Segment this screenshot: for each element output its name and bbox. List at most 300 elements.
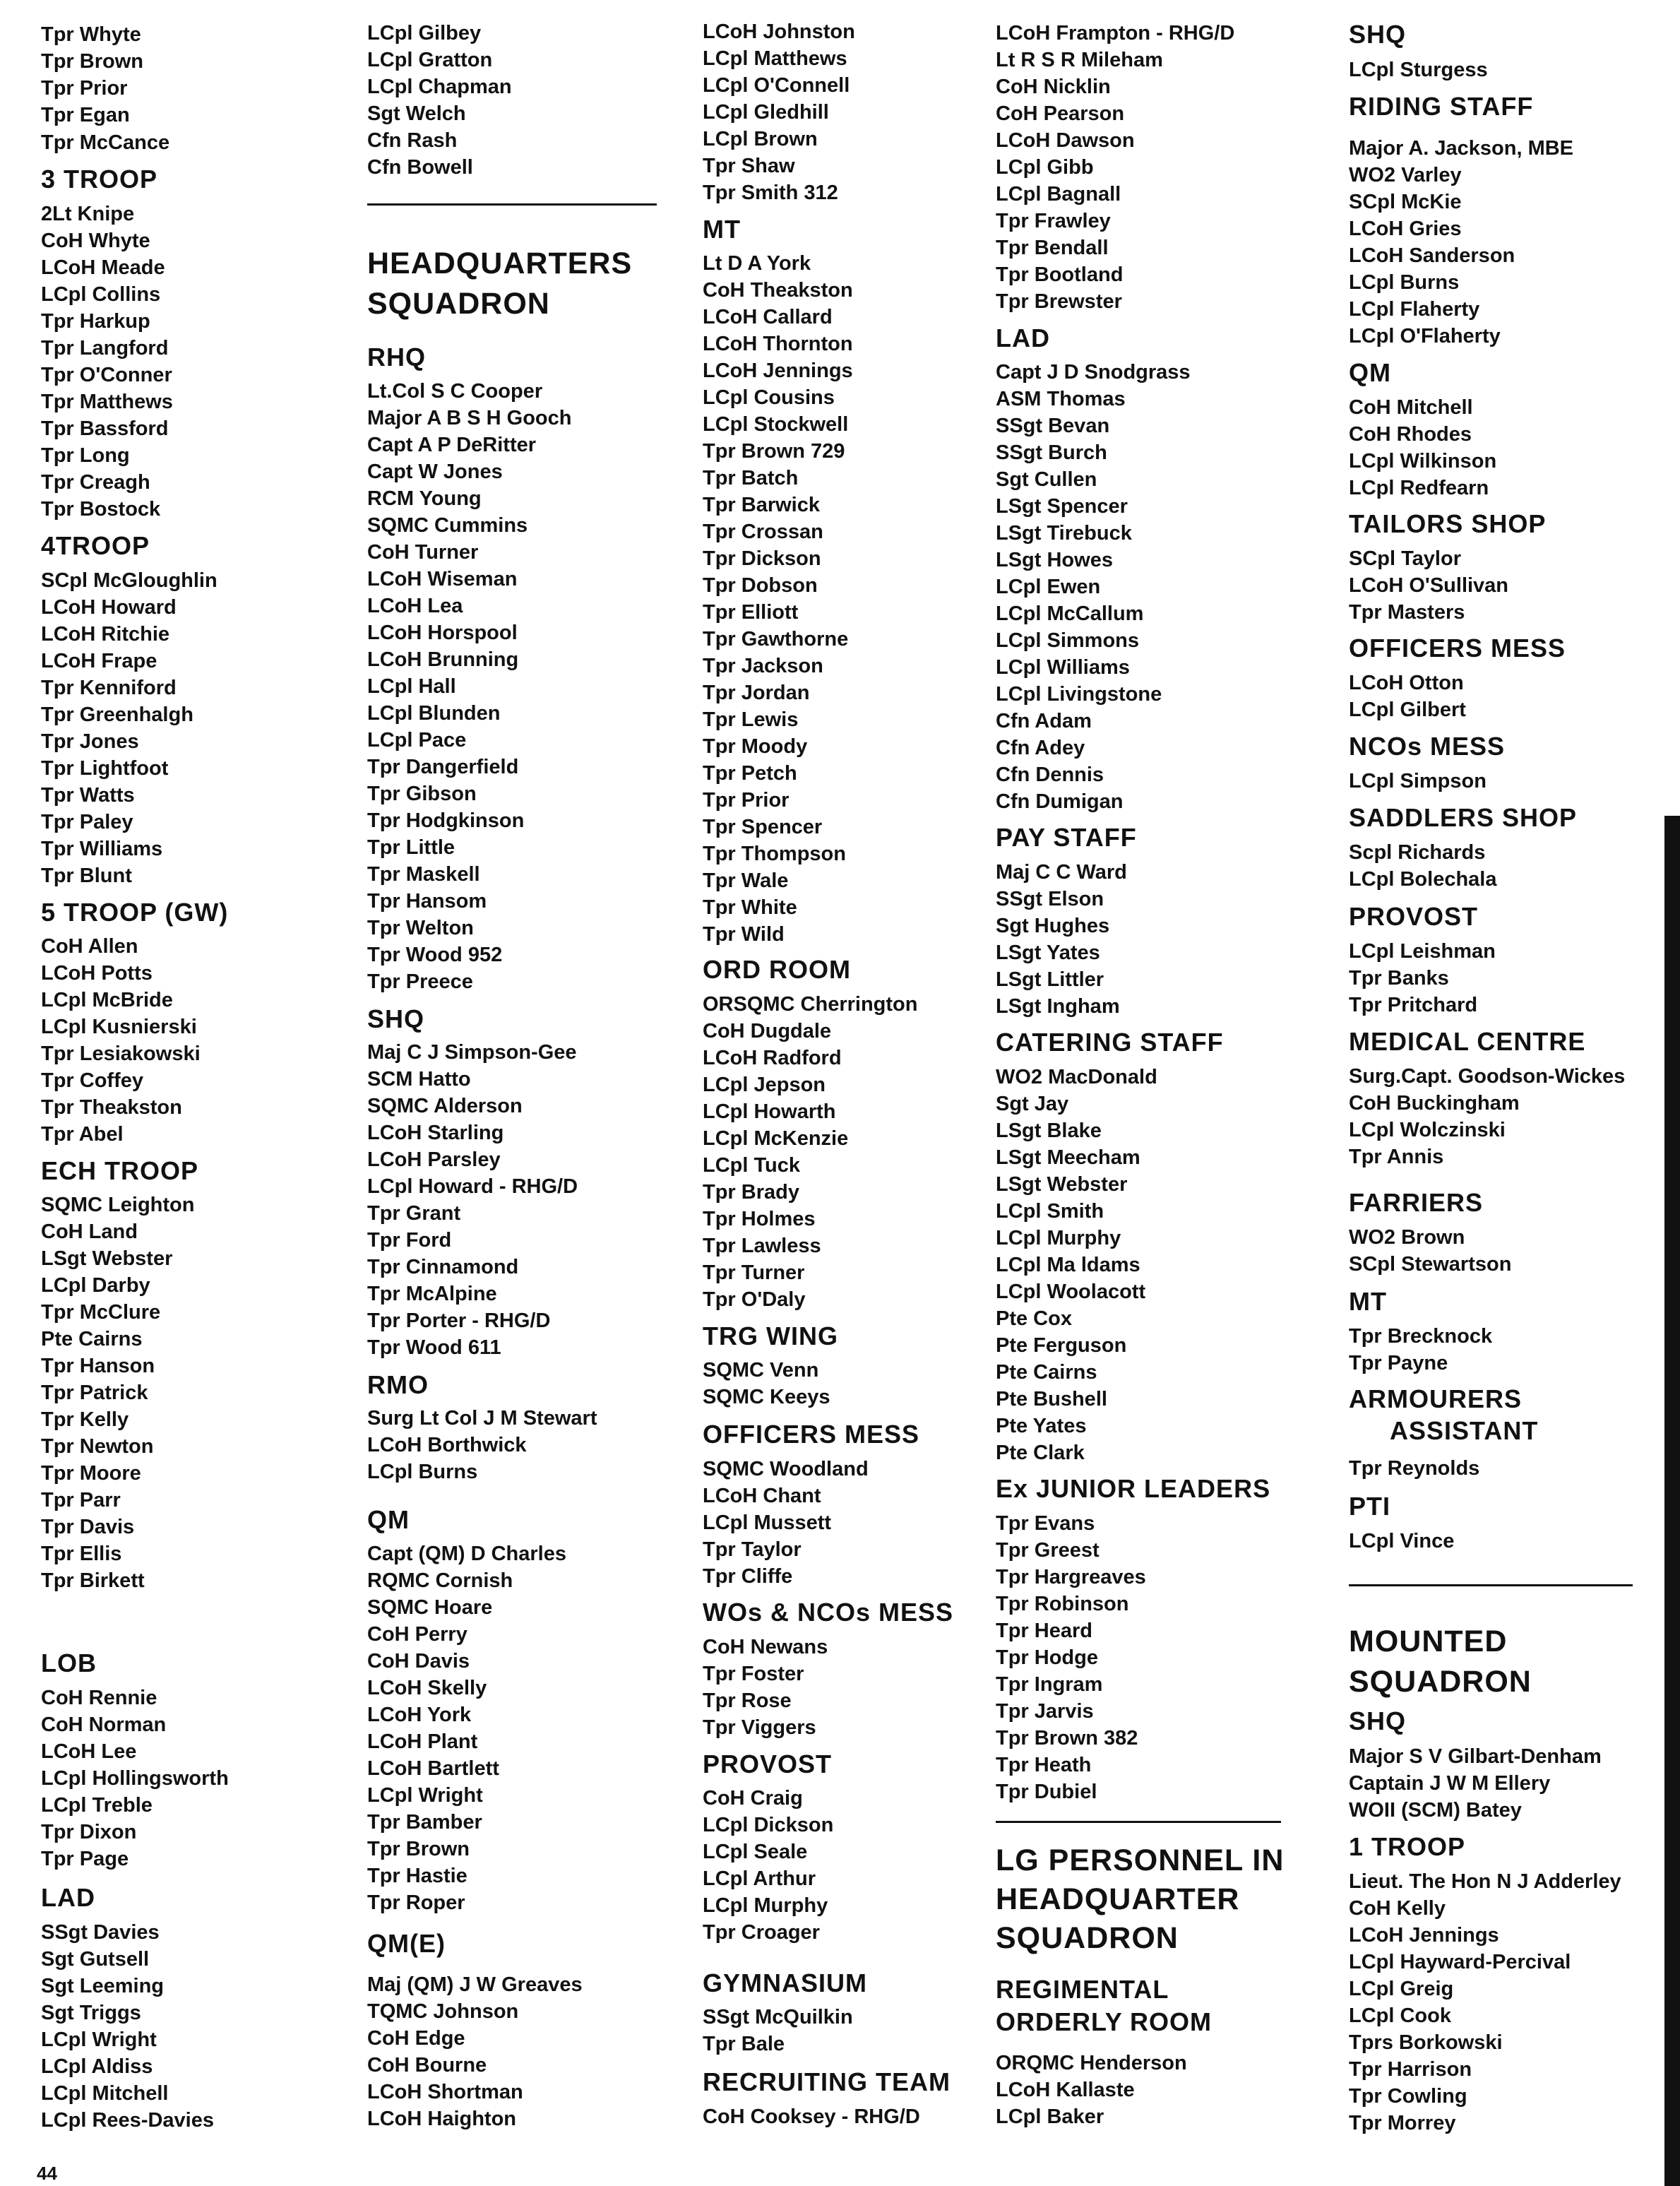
roster-entry: Tpr Parr [41, 1489, 121, 1511]
roster-entry: Tpr Davis [41, 1516, 135, 1538]
roster-entry: CoH Perry [367, 1623, 467, 1646]
roster-entry: Major A. Jackson, MBE [1349, 137, 1574, 160]
roster-entry: SSgt Burch [996, 441, 1107, 464]
roster-entry: SQMC Keeys [703, 1386, 830, 1408]
section-heading: ORD ROOM [703, 955, 851, 984]
roster-entry: Tpr Brewster [996, 290, 1122, 313]
roster-entry: LCpl Mussett [703, 1511, 832, 1534]
roster-entry: LCpl Ma ldams [996, 1254, 1140, 1276]
roster-entry: LCpl Pace [367, 729, 467, 752]
section-heading: PROVOST [703, 1750, 833, 1778]
roster-entry: Cfn Bowell [367, 156, 473, 179]
roster-entry: Tpr Taylor [703, 1538, 802, 1561]
roster-entry: LCpl Wilkinson [1349, 450, 1497, 473]
roster-entry: LCpl Jepson [703, 1074, 826, 1096]
roster-entry: Tpr Barwick [703, 494, 820, 516]
roster-entry: CoH Theakston [703, 279, 853, 302]
roster-entry: LCoH Otton [1349, 672, 1464, 694]
section-heading: QM [367, 1505, 410, 1534]
roster-entry: CoH Rennie [41, 1687, 157, 1709]
roster-entry: LCoH Chant [703, 1485, 821, 1507]
roster-entry: Tpr Lawless [703, 1235, 821, 1257]
section-heading: WOs & NCOs MESS [703, 1598, 954, 1627]
roster-entry: Tpr Grant [367, 1202, 461, 1225]
roster-entry: LCpl Wright [41, 2028, 157, 2051]
section-heading: 1 TROOP [1349, 1832, 1466, 1861]
roster-entry: LSgt Blake [996, 1119, 1102, 1142]
roster-entry: SQMC Cummins [367, 514, 528, 537]
section-heading: MEDICAL CENTRE [1349, 1027, 1586, 1056]
roster-entry: Tpr Heard [996, 1620, 1092, 1642]
roster-entry: Tpr Evans [996, 1512, 1095, 1535]
roster-entry: LCoH Ritchie [41, 623, 170, 646]
roster-entry: Tpr Brown 382 [996, 1727, 1138, 1750]
section-heading: SADDLERS SHOP [1349, 803, 1578, 832]
roster-entry: LCpl Burns [1349, 271, 1460, 294]
roster-entry: LCpl Murphy [703, 1894, 828, 1917]
roster-entry: LSgt Ingham [996, 995, 1120, 1018]
roster-entry: Tpr Crossan [703, 521, 823, 543]
roster-entry: Tpr Lewis [703, 708, 799, 731]
roster-entry: LCoH Borthwick [367, 1434, 527, 1456]
roster-entry: CoH Newans [703, 1636, 828, 1658]
roster-entry: CoH Land [41, 1220, 138, 1243]
roster-entry: Tpr Whyte [41, 23, 141, 46]
roster-entry: ORSQMC Cherrington [703, 993, 918, 1016]
roster-entry: Tpr Payne [1349, 1352, 1448, 1374]
roster-entry: Scpl Richards [1349, 841, 1486, 864]
roster-entry: Tpr Batch [703, 467, 799, 489]
roster-entry: Tpr Hansom [367, 890, 487, 913]
roster-entry: Tpr Morrey [1349, 2112, 1456, 2134]
roster-entry: LCpl Arthur [703, 1867, 816, 1890]
section-heading: SHQ [1349, 1706, 1407, 1735]
roster-entry: Tpr Williams [41, 838, 163, 860]
roster-entry: LCpl Cousins [703, 386, 835, 409]
roster-entry: Tpr Cliffe [703, 1565, 793, 1588]
roster-entry: CoH Whyte [41, 230, 150, 252]
roster-entry: LCpl Cook [1349, 2004, 1451, 2027]
roster-entry: Cfn Rash [367, 129, 458, 152]
section-heading: OFFICERS MESS [703, 1420, 920, 1449]
roster-entry: Tpr Gawthorne [703, 628, 849, 651]
section-heading: 4TROOP [41, 531, 150, 560]
roster-entry: Tpr O'Conner [41, 364, 172, 386]
roster-entry: LSgt Howes [996, 549, 1113, 571]
roster-entry: CoH Davis [367, 1650, 470, 1673]
roster-entry: Tpr Blunt [41, 865, 132, 887]
roster-entry: Tpr Preece [367, 970, 473, 993]
roster-entry: Tpr Dixon [41, 1821, 137, 1843]
roster-entry: LCoH Shortman [367, 2081, 523, 2103]
roster-entry: LCpl Burns [367, 1461, 478, 1483]
roster-entry: Tpr Moore [41, 1462, 141, 1485]
roster-entry: LCpl Howarth [703, 1100, 836, 1123]
roster-entry: SCpl McKie [1349, 191, 1462, 213]
roster-entry: Tpr Petch [703, 762, 797, 785]
roster-entry: Tpr Masters [1349, 601, 1465, 624]
roster-entry: SQMC Leighton [41, 1194, 195, 1216]
roster-entry: CoH Dugdale [703, 1020, 832, 1042]
roster-entry: LCpl Gibb [996, 156, 1094, 179]
roster-entry: SCpl McGloughlin [41, 569, 218, 592]
roster-entry: Lt.Col S C Cooper [367, 380, 543, 403]
roster-entry: Tpr Rose [703, 1689, 792, 1712]
roster-entry: LSgt Littler [996, 968, 1104, 991]
roster-entry: LCpl Bagnall [996, 183, 1121, 206]
roster-entry: CoH Edge [367, 2027, 465, 2050]
roster-entry: LCpl Williams [996, 656, 1130, 679]
roster-entry: LCpl Seale [703, 1841, 808, 1863]
roster-entry: Tpr Thompson [703, 843, 846, 865]
section-heading: ORDERLY ROOM [996, 2007, 1213, 2036]
roster-entry: LCoH Radford [703, 1047, 842, 1069]
roster-entry: Tpr Kenniford [41, 677, 177, 699]
roster-entry: CoH Kelly [1349, 1897, 1446, 1920]
roster-entry: WO2 Varley [1349, 164, 1462, 186]
roster-entry: LCoH Johnston [703, 20, 855, 43]
roster-entry: Tpr Little [367, 836, 455, 859]
squadron-title: SQUADRON [1349, 1665, 1532, 1699]
squadron-title: HEADQUARTER [996, 1882, 1240, 1916]
section-heading: REGIMENTAL [996, 1975, 1169, 2004]
roster-entry: LCpl Bolechala [1349, 868, 1497, 891]
roster-entry: Tpr Frawley [996, 210, 1111, 232]
roster-entry: LCoH Bartlett [367, 1757, 499, 1780]
section-heading: Ex JUNIOR LEADERS [996, 1474, 1271, 1503]
section-heading: NCOs MESS [1349, 732, 1506, 761]
roster-entry: Tpr Wale [703, 869, 789, 892]
roster-entry: Maj C C Ward [996, 861, 1127, 884]
roster-entry: LCpl Murphy [996, 1227, 1121, 1249]
roster-entry: LCpl Wolczinski [1349, 1119, 1506, 1141]
roster-entry: LCpl Leishman [1349, 940, 1496, 963]
roster-entry: Tpr Bamber [367, 1811, 482, 1834]
roster-entry: Tpr Bendall [996, 237, 1109, 259]
roster-entry: Cfn Adam [996, 710, 1092, 732]
section-heading: 5 TROOP (GW) [41, 898, 229, 927]
roster-entry: Tpr Langford [41, 337, 169, 360]
roster-entry: WO2 Brown [1349, 1226, 1465, 1249]
roster-entry: LSgt Spencer [996, 495, 1128, 518]
roster-entry: Tpr White [703, 896, 797, 919]
roster-entry: SQMC Hoare [367, 1596, 493, 1619]
roster-entry: Sgt Gutsell [41, 1948, 150, 1971]
roster-entry: Tpr Greest [996, 1539, 1100, 1562]
page-number: 44 [37, 2163, 57, 2184]
roster-entry: Tpr Hastie [367, 1865, 467, 1887]
roster-entry: Tpr Abel [41, 1123, 124, 1146]
roster-entry: SCM Hatto [367, 1068, 471, 1091]
roster-entry: LCoH Callard [703, 306, 833, 328]
roster-entry: Maj C J Simpson-Gee [367, 1041, 577, 1064]
roster-entry: Tpr Cinnamond [367, 1256, 519, 1278]
roster-entry: LCpl Blunden [367, 702, 501, 725]
roster-entry: Tpr Newton [41, 1435, 154, 1458]
roster-entry: ORQMC Henderson [996, 2052, 1187, 2074]
roster-entry: LCpl Gilbey [367, 22, 482, 44]
roster-entry: Lieut. The Hon N J Adderley [1349, 1870, 1621, 1893]
roster-entry: LCoH Wiseman [367, 568, 518, 590]
section-heading: QM(E) [367, 1929, 446, 1958]
roster-entry: Tpr Page [41, 1848, 129, 1870]
roster-entry: LCpl Simpson [1349, 770, 1487, 792]
section-heading: PAY STAFF [996, 823, 1137, 852]
roster-entry: LCpl Woolacott [996, 1281, 1146, 1303]
roster-entry: LCoH Parsley [367, 1148, 501, 1171]
roster-entry: Tpr Prior [41, 77, 128, 100]
roster-entry: Tpr Spencer [703, 816, 823, 838]
roster-entry: Capt W Jones [367, 461, 503, 483]
roster-entry: RQMC Cornish [367, 1569, 513, 1592]
roster-entry: 2Lt Knipe [41, 203, 135, 225]
roster-entry: SQMC Venn [703, 1359, 819, 1382]
roster-entry: Tpr Robinson [996, 1593, 1129, 1615]
roster-entry: Pte Yates [996, 1415, 1087, 1437]
section-heading: CATERING STAFF [996, 1028, 1224, 1057]
roster-entry: SSgt Bevan [996, 415, 1110, 437]
roster-entry: LCoH Skelly [367, 1677, 487, 1699]
roster-entry: LCpl Hall [367, 675, 456, 698]
roster-entry: LCpl Vince [1349, 1530, 1455, 1552]
roster-entry: Capt J D Snodgrass [996, 361, 1191, 384]
roster-entry: Pte Cairns [996, 1361, 1097, 1384]
roster-entry: LCpl Treble [41, 1794, 153, 1817]
section-heading: TRG WING [703, 1321, 838, 1350]
section-heading: TAILORS SHOP [1349, 509, 1547, 538]
roster-entry: LCpl Sturgess [1349, 59, 1488, 81]
section-heading: PROVOST [1349, 902, 1479, 931]
roster-entry: LCpl Wright [367, 1784, 483, 1807]
roster-entry: Tpr Coffey [41, 1069, 143, 1092]
roster-entry: Tpr Wood 952 [367, 944, 503, 966]
roster-entry: LCoH Frampton - RHG/D [996, 22, 1235, 44]
roster-entry: Lt R S R Mileham [996, 49, 1163, 71]
roster-entry: CoH Rhodes [1349, 423, 1472, 446]
roster-entry: Tpr Shaw [703, 155, 795, 177]
roster-entry: Tpr O'Daly [703, 1288, 806, 1311]
section-heading: RECRUITING TEAM [703, 2067, 951, 2096]
roster-entry: Tpr Wood 611 [367, 1336, 501, 1359]
roster-entry: LCpl Collins [41, 283, 161, 306]
section-heading: GYMNASIUM [703, 1968, 867, 1997]
roster-entry: Tpr Kelly [41, 1408, 129, 1431]
roster-entry: LCpl Brown [703, 128, 818, 150]
section-heading: SHQ [1349, 20, 1407, 49]
section-heading: RHQ [367, 343, 426, 372]
squadron-title: SQUADRON [996, 1921, 1179, 1955]
roster-entry: Sgt Triggs [41, 2002, 141, 2024]
roster-entry: Capt (QM) D Charles [367, 1543, 566, 1565]
roster-entry: Tpr Wild [703, 923, 785, 946]
roster-entry: LCoH Starling [367, 1122, 504, 1144]
roster-entry: LSgt Meecham [996, 1146, 1140, 1169]
roster-entry: TQMC Johnson [367, 2000, 519, 2023]
roster-entry: Tpr Birkett [41, 1569, 145, 1592]
roster-entry: Sgt Hughes [996, 915, 1110, 937]
roster-entry: Sgt Leeming [41, 1975, 165, 1997]
section-heading: ARMOURERS [1349, 1384, 1523, 1413]
roster-entry: Tpr Dubiel [996, 1781, 1097, 1803]
roster-entry: Tpr Lightfoot [41, 757, 169, 780]
section-heading: RMO [367, 1370, 429, 1399]
roster-entry: SCpl Taylor [1349, 547, 1461, 570]
roster-entry: Tpr Brady [703, 1181, 799, 1204]
roster-entry: CoH Allen [41, 935, 138, 958]
squadron-title: SQUADRON [367, 287, 550, 321]
roster-entry: LCoH O'Sullivan [1349, 574, 1509, 597]
roster-entry: LCpl Simmons [996, 629, 1140, 652]
roster-entry: Tpr Bale [703, 2033, 785, 2055]
roster-entry: LCpl Greig [1349, 1978, 1454, 2000]
roster-entry: Surg.Capt. Goodson-Wickes [1349, 1065, 1626, 1088]
roster-entry: LCoH Lea [367, 595, 463, 617]
roster-entry: Tpr Porter - RHG/D [367, 1309, 551, 1332]
roster-entry: LCoH Meade [41, 256, 165, 279]
roster-entry: Captain J W M Ellery [1349, 1772, 1551, 1795]
section-divider [1349, 1584, 1633, 1586]
roster-entry: Tpr Harkup [41, 310, 150, 333]
roster-entry: Tpr Bostock [41, 498, 161, 521]
roster-entry: LCoH Gries [1349, 218, 1462, 240]
roster-entry: Tpr Brecknock [1349, 1325, 1493, 1348]
roster-entry: Pte Clark [996, 1442, 1085, 1464]
roster-entry: LSgt Tirebuck [996, 522, 1132, 545]
roster-entry: Tpr Elliott [703, 601, 799, 624]
roster-entry: SSgt McQuilkin [703, 2006, 853, 2028]
roster-entry: SQMC Woodland [703, 1458, 869, 1480]
roster-entry: Tpr Ingram [996, 1673, 1103, 1696]
roster-entry: LCoH Sanderson [1349, 244, 1515, 267]
roster-entry: LCoH Frape [41, 650, 157, 672]
squadron-title: MOUNTED [1349, 1624, 1508, 1658]
roster-entry: Tpr Turner [703, 1261, 805, 1284]
roster-entry: Tpr Croager [703, 1921, 820, 1944]
roster-entry: Tpr Smith 312 [703, 182, 838, 204]
roster-entry: Maj (QM) J W Greaves [367, 1973, 583, 1996]
section-heading: MT [1349, 1287, 1387, 1316]
roster-entry: Tpr McAlpine [367, 1283, 497, 1305]
roster-entry: LCpl Smith [996, 1200, 1104, 1223]
section-heading: QM [1349, 358, 1391, 387]
roster-entry: LCpl Kusnierski [41, 1016, 197, 1038]
section-heading: LAD [41, 1883, 95, 1912]
roster-entry: CoH Bourne [367, 2054, 487, 2077]
roster-entry: LSgt Yates [996, 941, 1100, 964]
roster-entry: LCpl Gratton [367, 49, 493, 71]
roster-entry: Tpr Hanson [41, 1355, 155, 1377]
roster-entry: Tpr Brown [41, 50, 143, 73]
roster-entry: LCpl Gilbert [1349, 699, 1466, 721]
roster-entry: LCoH Brunning [367, 648, 519, 671]
roster-entry: LCpl Hollingsworth [41, 1767, 229, 1790]
roster-entry: Tpr Annis [1349, 1146, 1444, 1168]
roster-entry: Pte Cairns [41, 1328, 143, 1350]
roster-entry: SSgt Davies [41, 1921, 160, 1944]
roster-entry: LCpl Redfearn [1349, 477, 1489, 499]
roster-entry: LCpl Darby [41, 1274, 150, 1297]
roster-entry: CoH Cooksey - RHG/D [703, 2105, 920, 2128]
roster-entry: Lt D A York [703, 252, 811, 275]
roster-entry: SSgt Elson [996, 888, 1104, 910]
roster-entry: Tpr Paley [41, 811, 133, 833]
roster-entry: Tpr Ford [367, 1229, 452, 1252]
roster-entry: ASM Thomas [996, 388, 1126, 410]
roster-entry: Tprs Borkowski [1349, 2031, 1503, 2054]
roster-entry: Tpr Bassford [41, 417, 169, 440]
roster-entry: Tpr Jarvis [996, 1700, 1094, 1723]
roster-entry: Tpr Jordan [703, 682, 810, 704]
roster-entry: Tpr Maskell [367, 863, 480, 886]
roster-entry: Cfn Dumigan [996, 790, 1124, 813]
roster-entry: Sgt Cullen [996, 468, 1097, 491]
roster-entry: LCoH Thornton [703, 333, 853, 355]
roster-entry: LCpl Rees-Davies [41, 2109, 214, 2132]
roster-entry: LCpl Flaherty [1349, 298, 1480, 321]
roster-entry: LCpl Howard - RHG/D [367, 1175, 578, 1198]
roster-entry: Tpr Creagh [41, 471, 150, 494]
roster-entry: WO2 MacDonald [996, 1066, 1157, 1088]
roster-entry: SQMC Alderson [367, 1095, 523, 1117]
roster-entry: Tpr Jackson [703, 655, 823, 677]
roster-entry: Tpr Dobson [703, 574, 818, 597]
squadron-title: HEADQUARTERS [367, 246, 633, 280]
roster-entry: Tpr Egan [41, 104, 130, 126]
page-edge-shadow [1664, 816, 1680, 2186]
roster-entry: Tpr McClure [41, 1301, 161, 1324]
roster-entry: Tpr Long [41, 444, 130, 467]
roster-entry: Cfn Dennis [996, 764, 1104, 786]
roster-entry: Tpr Prior [703, 789, 790, 812]
roster-entry: Surg Lt Col J M Stewart [367, 1407, 597, 1430]
roster-entry: Pte Bushell [996, 1388, 1107, 1410]
roster-entry: LCoH Lee [41, 1740, 137, 1763]
section-heading: SHQ [367, 1004, 425, 1033]
roster-entry: LCpl McBride [41, 989, 173, 1011]
roster-entry: LCpl McKenzie [703, 1127, 849, 1150]
roster-entry: CoH Norman [41, 1713, 167, 1736]
section-heading: MT [703, 215, 741, 244]
roster-entry: Tpr Heath [996, 1754, 1092, 1776]
section-heading: RIDING STAFF [1349, 92, 1534, 121]
roster-entry: Tpr Reynolds [1349, 1457, 1480, 1480]
roster-entry: Tpr Dickson [703, 547, 821, 570]
roster-entry: Tpr Greenhalgh [41, 703, 193, 726]
roster-entry: Tpr Foster [703, 1663, 804, 1685]
roster-entry: CoH Craig [703, 1787, 803, 1810]
roster-entry: LCoH Kallaste [996, 2079, 1135, 2101]
roster-entry: LSgt Webster [41, 1247, 173, 1270]
roster-entry: Tpr Theakston [41, 1096, 182, 1119]
roster-entry: LCoH Horspool [367, 622, 518, 644]
roster-entry: Pte Cox [996, 1307, 1072, 1330]
roster-entry: LCpl O'Connell [703, 74, 850, 97]
roster-entry: WOII (SCM) Batey [1349, 1799, 1522, 1822]
roster-entry: LCoH Potts [41, 962, 153, 985]
roster-entry: Tpr Patrick [41, 1382, 148, 1404]
roster-entry: LCpl Ewen [996, 576, 1101, 598]
roster-entry: CoH Pearson [996, 102, 1125, 125]
roster-entry: LCoH Dawson [996, 129, 1135, 152]
roster-entry: LCoH York [367, 1704, 472, 1726]
roster-entry: LCoH Howard [41, 596, 177, 619]
roster-entry: LCpl Aldiss [41, 2055, 153, 2078]
roster-entry: CoH Mitchell [1349, 396, 1473, 419]
roster-entry: Tpr Pritchard [1349, 994, 1478, 1016]
roster-entry: SCpl Stewartson [1349, 1253, 1512, 1276]
roster-entry: Tpr Moody [703, 735, 808, 758]
roster-entry: Tpr Hargreaves [996, 1566, 1146, 1588]
